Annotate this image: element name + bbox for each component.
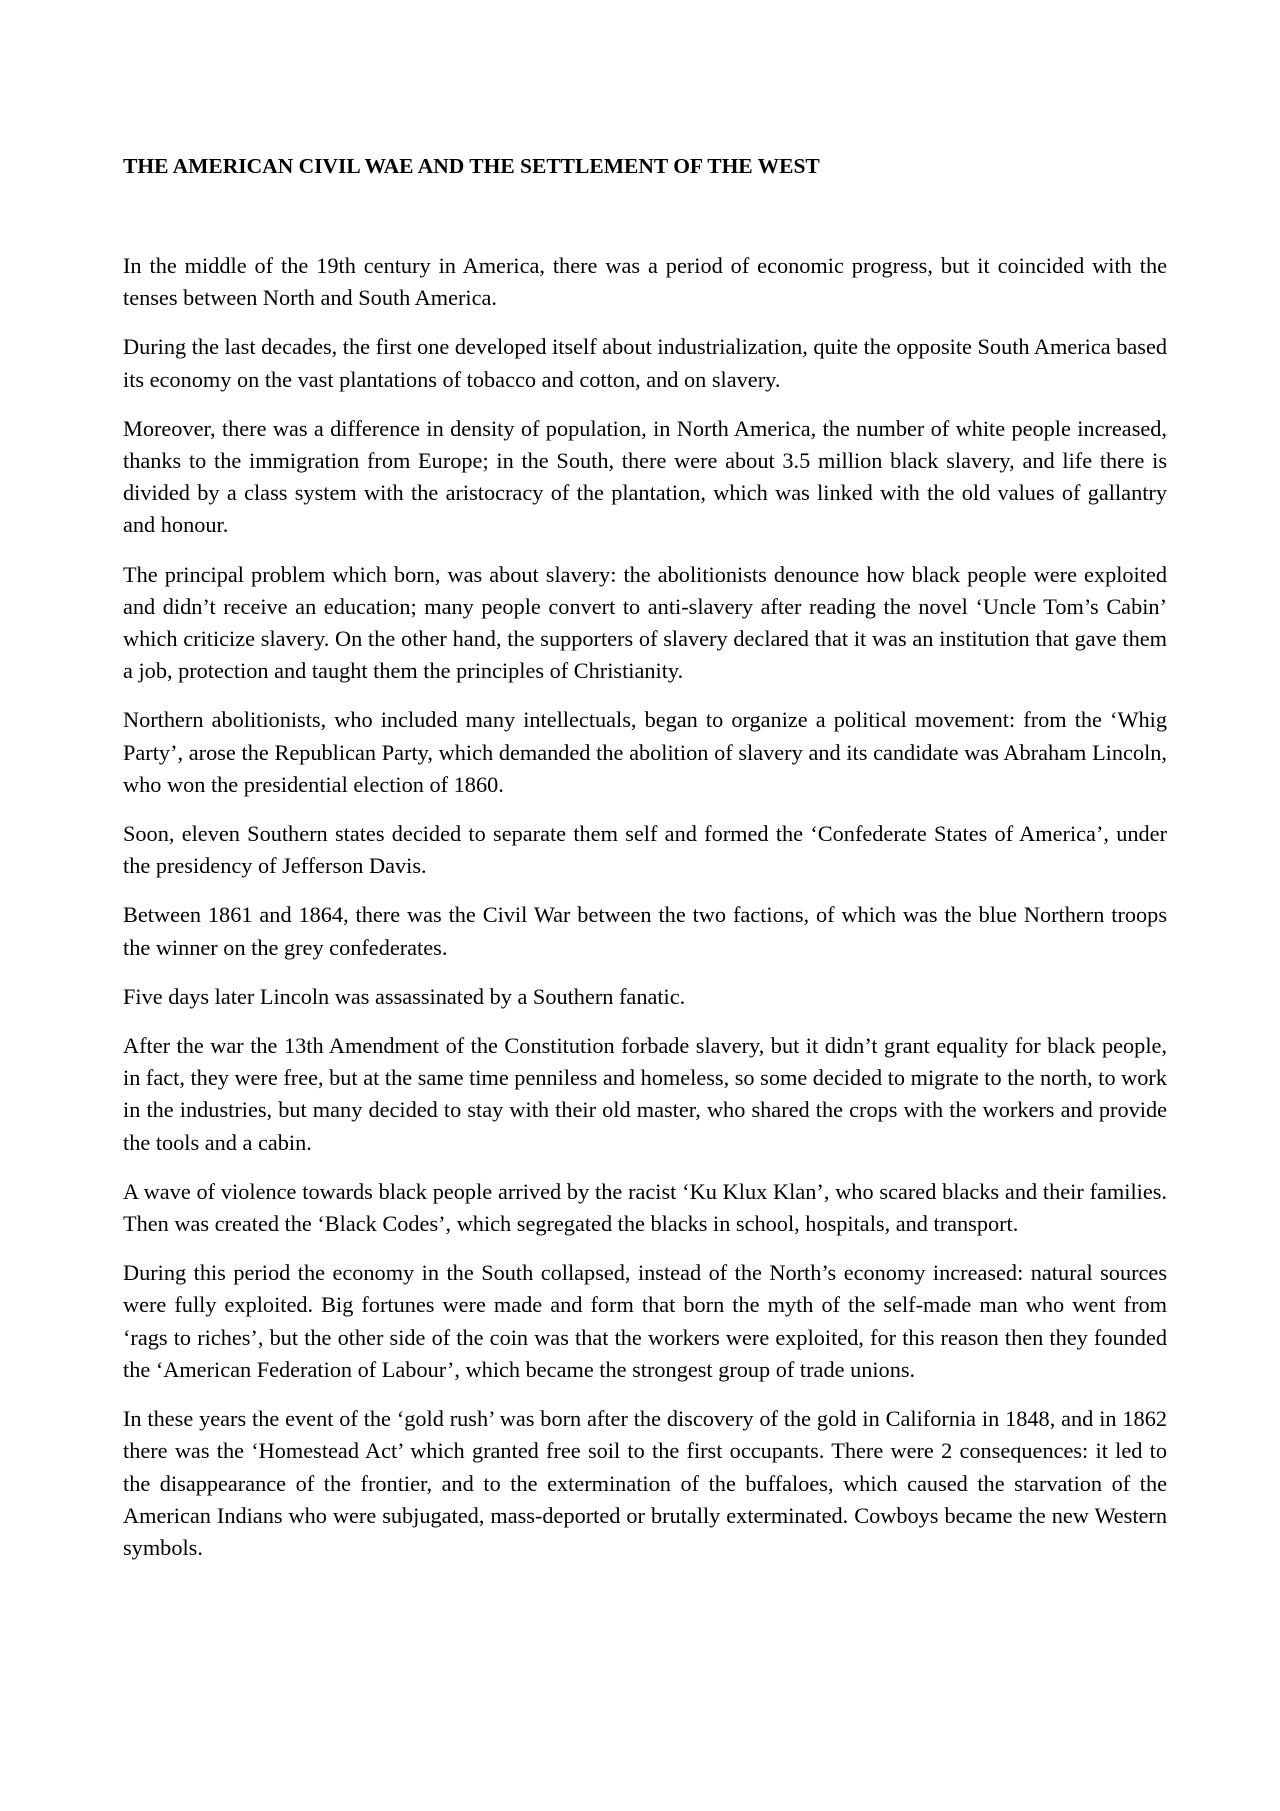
document-body [123,150,1167,1581]
paragraph-ku-klux-klan: A wave of violence towards black people arrived by the racist ‘Ku Klux Klan’, who scared blacks and their families. Then was created the ‘Black Codes’, which segregated the blacks in school, hospitals, and transport. [123,1178,1167,1237]
paragraph-abolitionists: Northern abolitionists, who included many intellectuals, began to organize a political movement: from the ‘Whig Party’, arose the Republican Party, which demanded the abolition of slavery and its candidate was Abraham Lincoln, who won the presidential election of 1860. [123,707,1167,797]
paragraph-13th-amendment: After the war the 13th Amendment of the Constitution forbade slavery, but it didn’t grant equality for black people, in fact, they were free, but at the same time penniless and homeless, so some decided to migrate to the north, to work in the industries, but many decided to stay with their old master, who shared the crops with the workers and provide the tools and a cabin. [123,1033,1167,1155]
paragraph-lincoln-assassination: Five days later Lincoln was assassinated by a Southern fanatic. [123,983,686,1009]
paragraph-economy-collapse: During this period the economy in the South collapsed, instead of the North’s economy increased: natural sources were fully exploited. Big fortunes were made and form that born the myth of the self-made man who went from ‘rags to riches’, but the other side of the coin was that the workers were exploited, for this reason then they founded the ‘American Federation of Labour’, which became the strongest group of trade unions. [123,1260,1167,1382]
paragraph-confederate-states: Soon, eleven Southern states decided to separate them self and formed the ‘Confederate States of America’, under the presidency of Jefferson Davis. [123,821,1167,879]
paragraph-gold-rush: In these years the event of the ‘gold rush’ was born after the discovery of the gold in California in 1848, and in 1862 there was the ‘Homestead Act’ which granted free soil to the first occupants. There were 2 consequences: it led to the disappearance of the frontier, and to the extermination of the buffaloes, which caused the starvation of the American Indians who were subjugated, mass-deported or brutally exterminated. Cowboys became the new Western symbols. [123,1406,1167,1560]
paragraph-economic-progress: In the middle of the 19th century in America, there was a period of economic progress, but it coincided with the tenses between North and South America. [123,253,1167,311]
paragraph-industrialization: During the last decades, the first one developed itself about industrialization, quite the opposite South America based its economy on the vast plantations of tobacco and cotton, and on slavery. [123,334,1167,392]
paragraph-slavery-problem: The principal problem which born, was about slavery: the abolitionists denounce how black people were exploited and didn’t receive an education; many people convert to anti-slavery after reading the novel ‘Uncle Tom’s Cabin’ which criticize slavery. On the other hand, the supporters of slavery declared that it was an institution that gave them a job, protection and taught them the principles of Christianity. [123,561,1167,684]
paragraph-civil-war: Between 1861 and 1864, there was the Civil War between the two factions, of which was the blue Northern troops the winner on the grey confederates. [123,902,1167,960]
paragraph-population-density: Moreover, there was a difference in density of population, in North America, the number of white people increased, thanks to the immigration from Europe; in the South, there were about 3.5 million black slavery, and life there is divided by a class system with the aristocracy of the plantation, which was linked with the old values of gallantry and honour. [123,415,1167,538]
document-title: THE AMERICAN CIVIL WAE AND THE SETTLEMENT OF THE WEST [123,154,820,178]
